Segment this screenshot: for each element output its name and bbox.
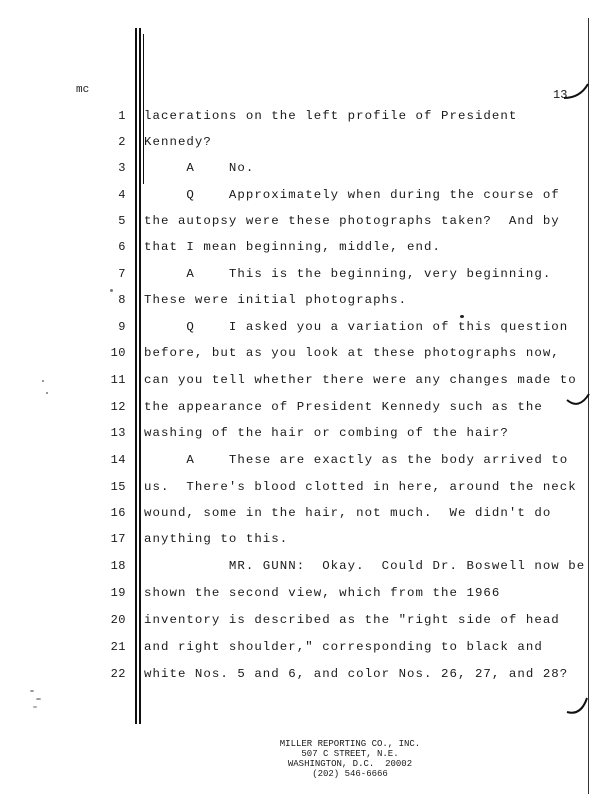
line-text: A These are exactly as the body arrived to <box>144 453 569 467</box>
line-text: Q Approximately when during the course of <box>144 188 560 202</box>
margin-hook-mark <box>562 80 592 102</box>
line-number: 15 <box>110 480 126 494</box>
transcript-line <box>0 400 612 426</box>
transcript-line <box>0 453 612 479</box>
line-text: A No. <box>144 161 255 175</box>
transcript-line <box>0 506 612 532</box>
transcript-line <box>0 532 612 558</box>
line-text: Kennedy? <box>144 135 212 149</box>
line-number: 2 <box>118 135 126 149</box>
transcript-line <box>0 640 612 666</box>
transcript-line <box>0 346 612 372</box>
reporter-footer <box>250 739 450 779</box>
line-text: lacerations on the left profile of President <box>144 109 518 123</box>
line-number: 19 <box>110 586 126 600</box>
line-number: 22 <box>110 667 126 681</box>
line-number: 16 <box>110 506 126 520</box>
line-number: 20 <box>110 613 126 627</box>
transcript-line <box>0 240 612 266</box>
line-number: 7 <box>118 267 126 281</box>
line-text: A This is the beginning, very beginning. <box>144 267 552 281</box>
line-number: 1 <box>118 109 126 123</box>
line-number: 13 <box>110 426 126 440</box>
footer-street: 507 C STREET, N.E. <box>301 749 399 759</box>
margin-hook-mark <box>565 696 591 720</box>
footer-phone: (202) 546-6666 <box>312 769 388 779</box>
transcript-line <box>0 109 612 135</box>
line-number: 3 <box>118 161 126 175</box>
line-number: 8 <box>118 293 126 307</box>
footer-company: MILLER REPORTING CO., INC. <box>279 739 421 749</box>
line-number: 10 <box>110 346 126 360</box>
page-number: 13 <box>553 88 568 102</box>
line-text: the autopsy were these photographs taken? And by <box>144 214 560 228</box>
transcript-line <box>0 667 612 693</box>
line-text: washing of the hair or combing of the hair? <box>144 426 509 440</box>
line-text: wound, some in the hair, not much. We didn't do <box>144 506 552 520</box>
line-text: MR. GUNN: Okay. Could Dr. Boswell now be <box>144 559 586 573</box>
transcript-line <box>0 559 612 585</box>
line-text: us. There's blood clotted in here, around the neck <box>144 480 577 494</box>
transcript-line <box>0 586 612 612</box>
line-number: 4 <box>118 188 126 202</box>
line-text: and right shoulder," corresponding to black and <box>144 640 543 654</box>
line-text: Q I asked you a variation of this question <box>144 320 569 334</box>
transcript-line <box>0 161 612 187</box>
transcript-line <box>0 214 612 240</box>
transcript-line <box>0 267 612 293</box>
footer-city: WASHINGTON, D.C. 20002 <box>287 759 413 769</box>
transcript-line <box>0 613 612 639</box>
line-number: 5 <box>118 214 126 228</box>
transcript-line <box>0 426 612 452</box>
line-text: shown the second view, which from the 1966 <box>144 586 501 600</box>
line-text: inventory is described as the "right side of head <box>144 613 560 627</box>
transcript-line <box>0 188 612 214</box>
transcript-line <box>0 293 612 319</box>
line-number: 12 <box>110 400 126 414</box>
line-number: 6 <box>118 240 126 254</box>
line-number: 14 <box>110 453 126 467</box>
line-number: 17 <box>110 532 126 546</box>
transcript-line <box>0 373 612 399</box>
scan-speck <box>36 698 41 700</box>
line-number: 21 <box>110 640 126 654</box>
line-text: before, but as you look at these photographs now, <box>144 346 560 360</box>
line-text: the appearance of President Kennedy such as the <box>144 400 543 414</box>
transcript-line <box>0 320 612 346</box>
line-text: white Nos. 5 and 6, and color Nos. 26, 27, and 28? <box>144 667 569 681</box>
line-text: that I mean beginning, middle, end. <box>144 240 441 254</box>
line-text: These were initial photographs. <box>144 293 408 307</box>
reporter-initials: mc <box>76 84 90 96</box>
line-text: can you tell whether there were any changes made to <box>144 373 577 387</box>
transcript-line <box>0 480 612 506</box>
line-number: 9 <box>118 320 126 334</box>
line-text: anything to this. <box>144 532 289 546</box>
line-number: 11 <box>110 373 126 387</box>
transcript-line <box>0 135 612 161</box>
scan-speck <box>33 706 37 708</box>
line-number: 18 <box>110 559 126 573</box>
